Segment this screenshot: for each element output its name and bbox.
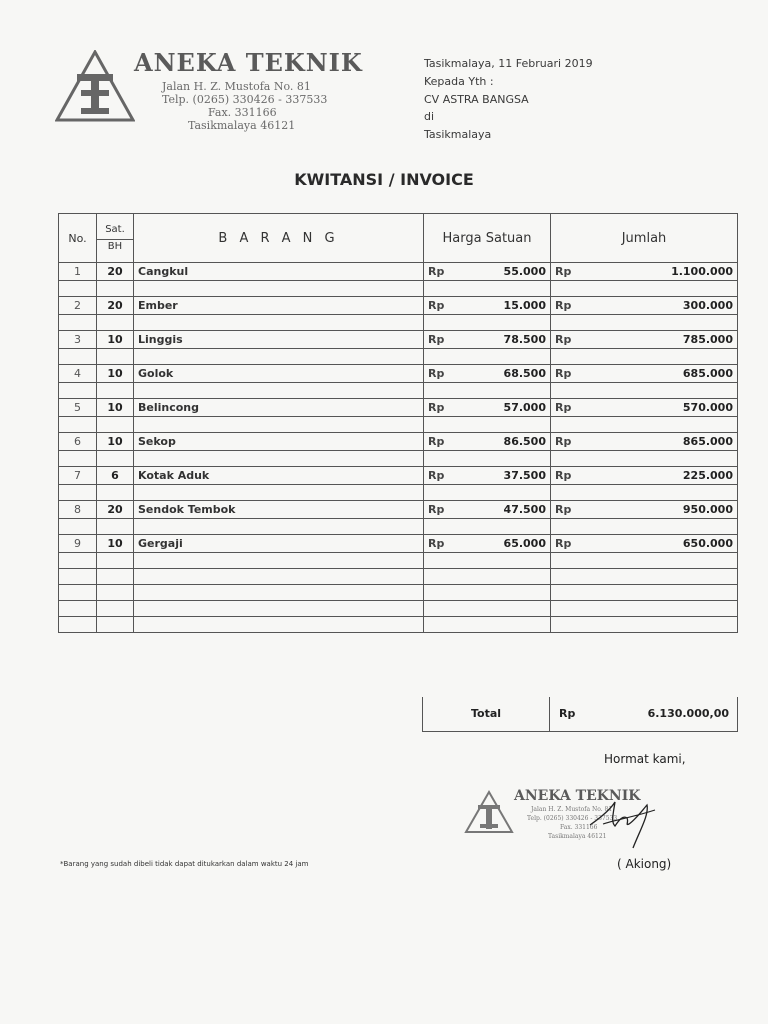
row-price: 65.000 xyxy=(503,537,546,550)
row-qty: 6 xyxy=(97,467,134,485)
row-total: 570.000 xyxy=(682,401,733,414)
row-total-cell xyxy=(551,331,738,349)
company-phone: Telp. (0265) 330426 - 337533 xyxy=(162,93,328,106)
grand-total: 6.130.000,00 xyxy=(647,707,729,720)
total-currency: Rp xyxy=(559,707,576,720)
row-no: 7 xyxy=(59,467,97,485)
row-total: 650.000 xyxy=(682,537,733,550)
row-price: 68.500 xyxy=(503,367,546,380)
total-label: Total xyxy=(471,707,502,720)
stamp-company-name: ANEKA TEKNIK xyxy=(514,788,641,804)
table-row xyxy=(59,263,738,281)
row-no: 9 xyxy=(59,535,97,553)
row-qty: 10 xyxy=(97,535,134,553)
row-no: 2 xyxy=(59,297,97,315)
row-total: 225.000 xyxy=(682,469,733,482)
row-total-currency: Rp xyxy=(555,333,572,346)
signature-icon xyxy=(585,790,665,850)
row-price-cell xyxy=(424,467,551,485)
table-body xyxy=(59,263,738,633)
row-total-cell xyxy=(551,263,738,281)
header-sat xyxy=(97,214,134,263)
row-item: Linggis xyxy=(134,331,424,349)
row-item: Cangkul xyxy=(134,263,424,281)
table-row xyxy=(59,399,738,417)
row-qty: 10 xyxy=(97,399,134,417)
table-row xyxy=(59,331,738,349)
stamp-city: Tasikmalaya 46121 xyxy=(548,833,607,840)
row-price-cell xyxy=(424,297,551,315)
header-no: No. xyxy=(59,214,97,263)
company-address: Jalan H. Z. Mustofa No. 81 xyxy=(162,80,311,93)
stamp-logo-icon xyxy=(464,790,514,834)
row-no: 8 xyxy=(59,501,97,519)
row-total-currency: Rp xyxy=(555,299,572,312)
row-total: 300.000 xyxy=(682,299,733,312)
table-spacer-row xyxy=(59,315,738,331)
row-total: 1.100.000 xyxy=(671,265,733,278)
row-price-currency: Rp xyxy=(428,333,445,346)
company-city: Tasikmalaya 46121 xyxy=(188,119,296,132)
document-title: KWITANSI / INVOICE xyxy=(294,170,474,189)
header-sat-top: Sat. xyxy=(105,223,125,235)
recipient-name: CV ASTRA BANGSA xyxy=(424,93,529,106)
table-row xyxy=(59,535,738,553)
row-total-currency: Rp xyxy=(555,503,572,516)
row-total-currency: Rp xyxy=(555,367,572,380)
row-no: 5 xyxy=(59,399,97,417)
row-total-cell xyxy=(551,535,738,553)
footnote: *Barang yang sudah dibeli tidak dapat ditukarkan dalam waktu 24 jam xyxy=(60,860,309,868)
row-total-currency: Rp xyxy=(555,537,572,550)
table-header-row xyxy=(59,214,738,263)
header-sat-bottom: BH xyxy=(107,240,123,252)
row-price-cell xyxy=(424,331,551,349)
row-price-cell xyxy=(424,365,551,383)
table-row xyxy=(59,501,738,519)
row-price: 78.500 xyxy=(503,333,546,346)
row-price-currency: Rp xyxy=(428,503,445,516)
table-row xyxy=(59,365,738,383)
row-total-currency: Rp xyxy=(555,469,572,482)
row-price-currency: Rp xyxy=(428,299,445,312)
table-row xyxy=(59,467,738,485)
row-qty: 10 xyxy=(97,433,134,451)
row-total-cell xyxy=(551,433,738,451)
row-qty: 20 xyxy=(97,501,134,519)
table-spacer-row xyxy=(59,349,738,365)
table-empty-row xyxy=(59,601,738,617)
row-no: 1 xyxy=(59,263,97,281)
row-item: Belincong xyxy=(134,399,424,417)
recipient-to-label: Kepada Yth : xyxy=(424,75,494,88)
row-price-currency: Rp xyxy=(428,401,445,414)
row-price-currency: Rp xyxy=(428,265,445,278)
row-price-cell xyxy=(424,263,551,281)
table-spacer-row xyxy=(59,281,738,297)
row-price-cell xyxy=(424,535,551,553)
header-total: Jumlah xyxy=(551,214,738,263)
row-no: 3 xyxy=(59,331,97,349)
place-date: Tasikmalaya, 11 Februari 2019 xyxy=(424,57,593,70)
row-total: 685.000 xyxy=(682,367,733,380)
header-price: Harga Satuan xyxy=(424,214,551,263)
row-no: 4 xyxy=(59,365,97,383)
row-price-currency: Rp xyxy=(428,435,445,448)
row-price: 57.000 xyxy=(503,401,546,414)
row-qty: 10 xyxy=(97,331,134,349)
row-total: 865.000 xyxy=(682,435,733,448)
row-total-cell xyxy=(551,467,738,485)
row-qty: 10 xyxy=(97,365,134,383)
table-empty-row xyxy=(59,569,738,585)
row-item: Sekop xyxy=(134,433,424,451)
row-price-currency: Rp xyxy=(428,367,445,380)
row-price: 55.000 xyxy=(503,265,546,278)
company-fax: Fax. 331166 xyxy=(208,106,277,119)
header-item: B A R A N G xyxy=(134,214,424,263)
total-box xyxy=(422,697,738,732)
row-total-cell xyxy=(551,399,738,417)
table-spacer-row xyxy=(59,383,738,399)
table-spacer-row xyxy=(59,451,738,467)
table-spacer-row xyxy=(59,519,738,535)
company-logo-icon xyxy=(55,50,135,122)
stamp-fax: Fax. 331166 xyxy=(560,824,598,831)
table-row xyxy=(59,297,738,315)
table-row xyxy=(59,433,738,451)
row-total-currency: Rp xyxy=(555,265,572,278)
row-qty: 20 xyxy=(97,263,134,281)
row-item: Golok xyxy=(134,365,424,383)
row-total-currency: Rp xyxy=(555,401,572,414)
recipient-di: di xyxy=(424,110,435,123)
row-total: 785.000 xyxy=(682,333,733,346)
row-item: Ember xyxy=(134,297,424,315)
row-item: Sendok Tembok xyxy=(134,501,424,519)
row-total-cell xyxy=(551,501,738,519)
table-spacer-row xyxy=(59,485,738,501)
row-price-currency: Rp xyxy=(428,537,445,550)
row-qty: 20 xyxy=(97,297,134,315)
row-total-currency: Rp xyxy=(555,435,572,448)
company-name: ANEKA TEKNIK xyxy=(134,48,363,77)
row-price: 47.500 xyxy=(503,503,546,516)
signer-name: ( Akiong) xyxy=(617,857,672,871)
closing-text: Hormat kami, xyxy=(604,752,686,766)
row-total-cell xyxy=(551,297,738,315)
row-price-currency: Rp xyxy=(428,469,445,482)
table-empty-row xyxy=(59,617,738,633)
row-price-cell xyxy=(424,501,551,519)
row-price-cell xyxy=(424,433,551,451)
recipient-city: Tasikmalaya xyxy=(424,128,492,141)
row-price: 15.000 xyxy=(503,299,546,312)
table-spacer-row xyxy=(59,417,738,433)
row-no: 6 xyxy=(59,433,97,451)
stamp-address: Jalan H. Z. Mustofa No. 81 xyxy=(531,806,613,813)
table-empty-row xyxy=(59,585,738,601)
stamp-phone: Telp. (0265) 330426 - 337533 xyxy=(527,815,618,822)
row-total: 950.000 xyxy=(682,503,733,516)
invoice-table xyxy=(58,213,738,633)
row-price-cell xyxy=(424,399,551,417)
row-price: 86.500 xyxy=(503,435,546,448)
row-price: 37.500 xyxy=(503,469,546,482)
row-total-cell xyxy=(551,365,738,383)
table-spacer-row xyxy=(59,553,738,569)
row-item: Kotak Aduk xyxy=(134,467,424,485)
row-item: Gergaji xyxy=(134,535,424,553)
